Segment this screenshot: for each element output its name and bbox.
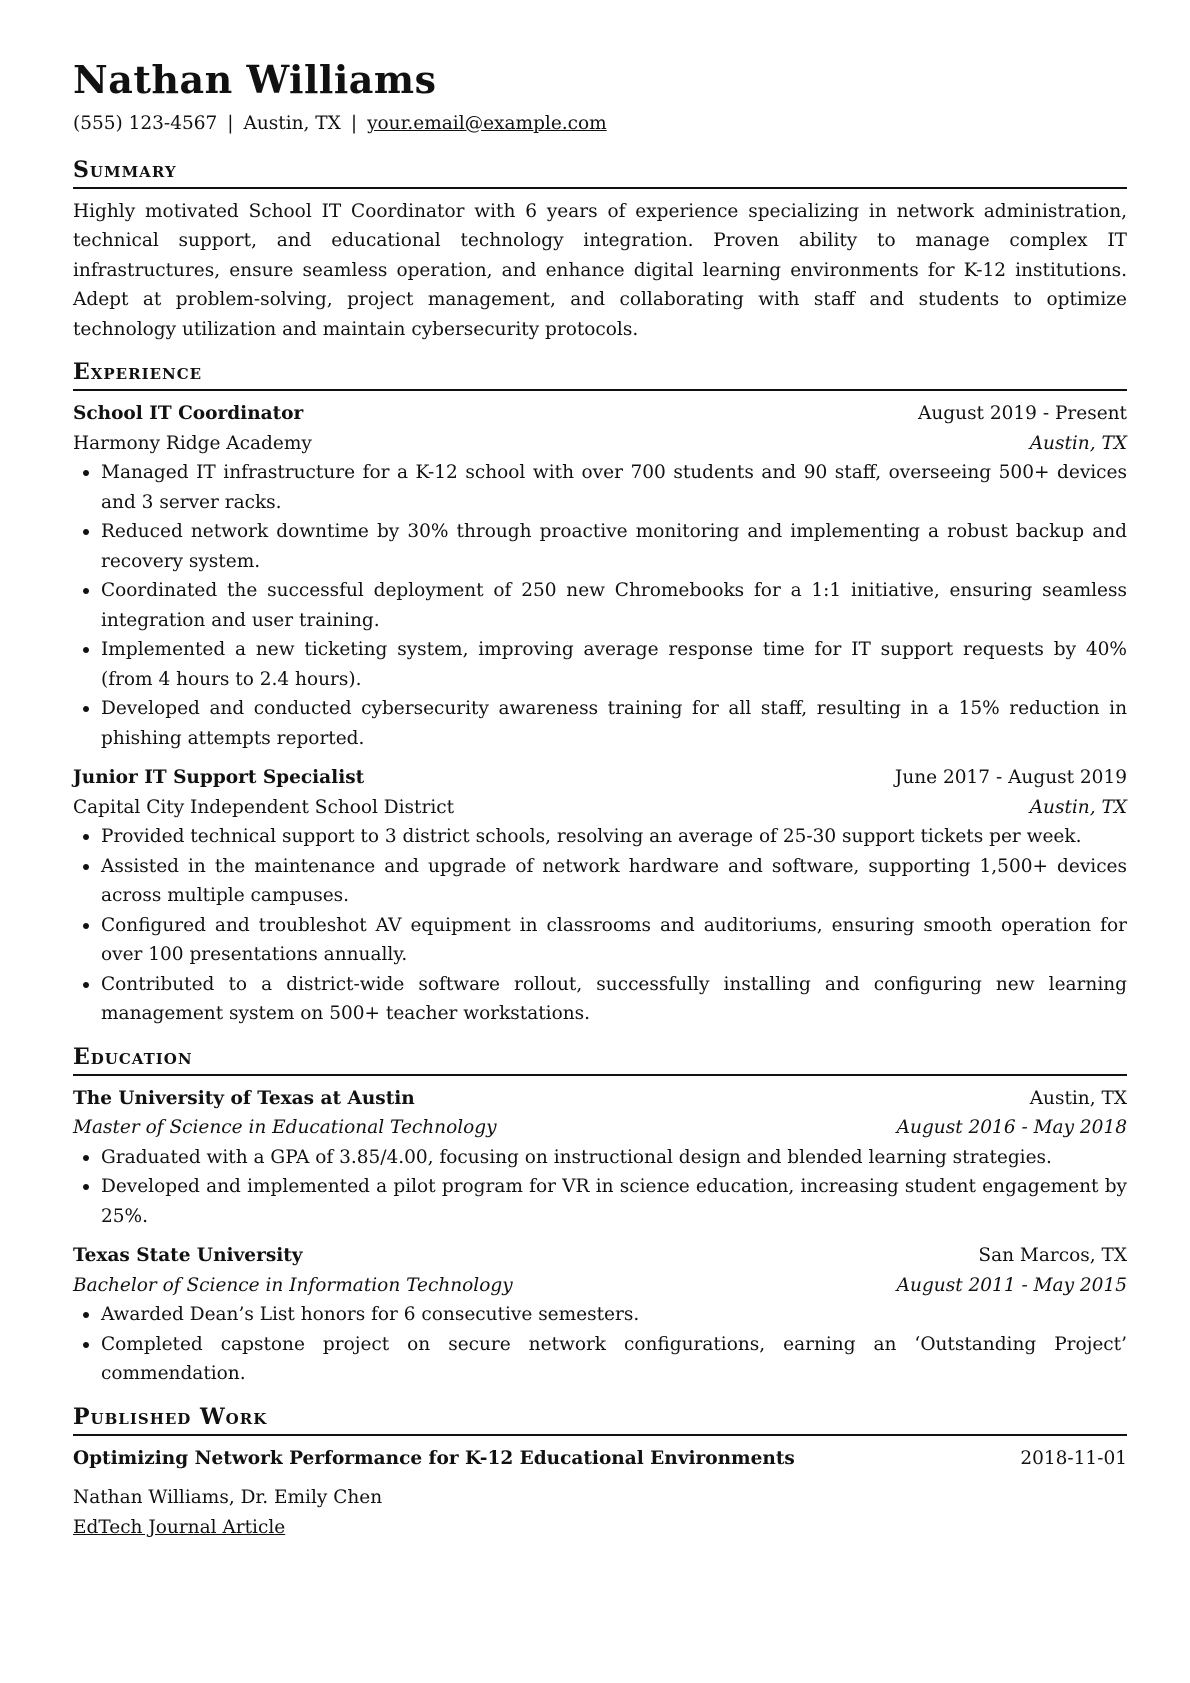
job-role: Junior IT Support Specialist (73, 767, 365, 789)
education-bullets (73, 1143, 1127, 1232)
phone-number: (555) 123-4567 (73, 112, 218, 134)
job-role: School IT Coordinator (73, 403, 304, 425)
bullet-item: Implemented a new ticketing system, improving average response time for IT support requests by 40% (from 4 hours to 2.4 hours). (101, 635, 1127, 694)
education-section (73, 1043, 1127, 1389)
section-title-summary: Summary (73, 156, 1127, 189)
education-bullets (73, 1300, 1127, 1389)
job-subheader (73, 793, 1127, 823)
job-bullets (73, 822, 1127, 1029)
bullet-item: Reduced network downtime by 30% through proactive monitoring and implementing a robust backup and recovery system. (101, 517, 1127, 576)
publication-entry (73, 1444, 1127, 1543)
bullet-item: Configured and troubleshot AV equipment in classrooms and auditoriums, ensuring smooth operation for over 100 presentations annually. (101, 911, 1127, 970)
experience-section (73, 358, 1127, 1029)
candidate-name: Nathan Williams (73, 57, 437, 102)
job-location: Austin, TX (1029, 796, 1127, 818)
bullet-item: Graduated with a GPA of 3.85/4.00, focusing on instructional design and blended learning strategies. (101, 1143, 1127, 1173)
job-header (73, 763, 1127, 793)
degree-name: Master of Science in Educational Technology (73, 1117, 497, 1139)
contact-location: Austin, TX (243, 112, 341, 134)
degree-line (73, 1271, 1127, 1301)
section-title-published: Published Work (73, 1403, 1127, 1436)
published-section (73, 1403, 1127, 1543)
section-title-experience: Experience (73, 358, 1127, 391)
degree-dates: August 2016 - May 2018 (896, 1117, 1127, 1139)
school-location: Austin, TX (1029, 1087, 1127, 1109)
bullet-item: Coordinated the successful deployment of 250 new Chromebooks for a 1:1 initiative, ensuring seamless integration and user training. (101, 576, 1127, 635)
email-link[interactable]: your.email@example.com (367, 112, 607, 134)
bullet-item: Developed and implemented a pilot program for VR in science education, increasing student engagement by 25%. (101, 1172, 1127, 1231)
school-header (73, 1084, 1127, 1114)
school-location: San Marcos, TX (978, 1245, 1127, 1267)
bullet-item: Completed capstone project on secure network configurations, earning an ‘Outstanding Project’ commendation. (101, 1330, 1127, 1389)
bullet-item: Provided technical support to 3 district schools, resolving an average of 25-30 support tickets per week. (101, 822, 1127, 852)
job-entry (73, 763, 1127, 1029)
degree-dates: August 2011 - May 2015 (896, 1274, 1127, 1296)
publication-link[interactable]: EdTech Journal Article (73, 1516, 286, 1538)
bullet-item: Managed IT infrastructure for a K-12 school with over 700 students and 90 staff, overseeing 500+ devices and 3 server racks. (101, 458, 1127, 517)
bullet-item: Assisted in the maintenance and upgrade of network hardware and software, supporting 1,500+ devices across multiple campuses. (101, 852, 1127, 911)
job-org: Capital City Independent School District (73, 796, 455, 818)
job-org: Harmony Ridge Academy (73, 432, 312, 454)
publication-header (73, 1444, 1127, 1474)
education-entry (73, 1241, 1127, 1389)
job-dates: August 2019 - Present (918, 403, 1127, 425)
contact-line (73, 112, 1127, 136)
degree-line (73, 1113, 1127, 1143)
school-header (73, 1241, 1127, 1271)
job-subheader (73, 429, 1127, 459)
bullet-item: Contributed to a district-wide software rollout, successfully installing and configuring new learning management system on 500+ teacher workstations. (101, 970, 1127, 1029)
summary-text: Highly motivated School IT Coordinator with 6 years of experience specializing in network administration, technical support, and educational technology integration. Proven ability to manage complex IT infrastructures, ensure seamless operation, and enhance digital learning environments for K-12 institutions. Adept at problem-solving, project management, and collaborating with staff and students to optimize technology utilization and maintain cybersecurity protocols. (73, 200, 1127, 340)
contact-separator: | (227, 112, 234, 134)
job-dates: June 2017 - August 2019 (894, 767, 1127, 789)
publication-title: Optimizing Network Performance for K-12 Educational Environments (73, 1447, 795, 1469)
section-title-education: Education (73, 1043, 1127, 1076)
bullet-item: Developed and conducted cybersecurity awareness training for all staff, resulting in a 15% reduction in phishing attempts reported. (101, 694, 1127, 753)
publication-date: 2018-11-01 (1020, 1447, 1127, 1469)
school-name: Texas State University (73, 1245, 303, 1267)
contact-separator: | (350, 112, 358, 134)
job-bullets (73, 458, 1127, 753)
summary-section (73, 156, 1127, 345)
job-entry (73, 399, 1127, 753)
publication-authors: Nathan Williams, Dr. Emily Chen (73, 1487, 383, 1509)
job-header (73, 399, 1127, 429)
education-entry (73, 1084, 1127, 1232)
publication-link-line (73, 1513, 1127, 1543)
resume-page (73, 58, 1127, 1552)
degree-name: Bachelor of Science in Information Technology (73, 1274, 513, 1296)
job-location: Austin, TX (1029, 432, 1127, 454)
bullet-item: Awarded Dean’s List honors for 6 consecutive semesters. (101, 1300, 1127, 1330)
school-name: The University of Texas at Austin (73, 1087, 415, 1109)
publication-authors-line (73, 1483, 1127, 1513)
